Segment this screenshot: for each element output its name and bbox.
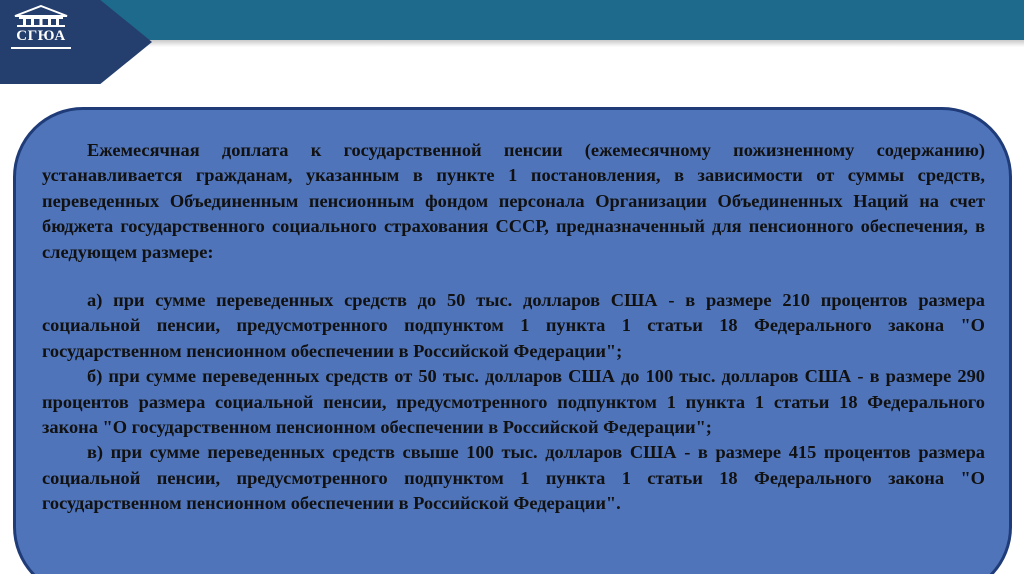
item-c-paragraph: в) при сумме переведенных средств свыше 100 тыс. долларов США - в размере 415 процентов размера социальной пенсии, предусмотренного подпунктом 1 пункта 1 статьи 18 Федерального закона "О государственном пенсионном обеспечении в Российской Федерации". [42, 442, 985, 514]
building-icon [12, 5, 70, 27]
paragraph-gap [42, 265, 985, 288]
header-shadow [0, 40, 1024, 47]
logo [4, 5, 78, 57]
item-a-paragraph: а) при сумме переведенных средств до 50 тыс. долларов США - в размере 210 процентов размера социальной пенсии, предусмотренного подпунктом 1 пункта 1 статьи 18 Федерального закона "О государственном пенсионном обеспечении в Российской Федерации"; [42, 290, 985, 361]
item-b-paragraph: б) при сумме переведенных средств от 50 тыс. долларов США до 100 тыс. долларов США - в размере 290 процентов размера социальной пенсии, предусмотренного подпунктом 1 пункта 1 статьи 18 Федерального закона "О государственном пенсионном обеспечении в Российской Федерации"; [42, 366, 985, 438]
header-band [0, 0, 1024, 40]
logo-text: СГЮА [11, 28, 71, 49]
content-box [13, 107, 1012, 574]
intro-paragraph: Ежемесячная доплата к государственной пенсии (ежемесячному пожизненному содержанию) устанавливается гражданам, указанным в пункте 1 постановления, в зависимости от суммы средств, переведенных Объединенным пенсионным фондом персонала Организации Объединенных Наций на счет бюджета государственного социального страхования СССР, предназначенный для пенсионного обеспечения, в следующем размере: [42, 140, 985, 262]
